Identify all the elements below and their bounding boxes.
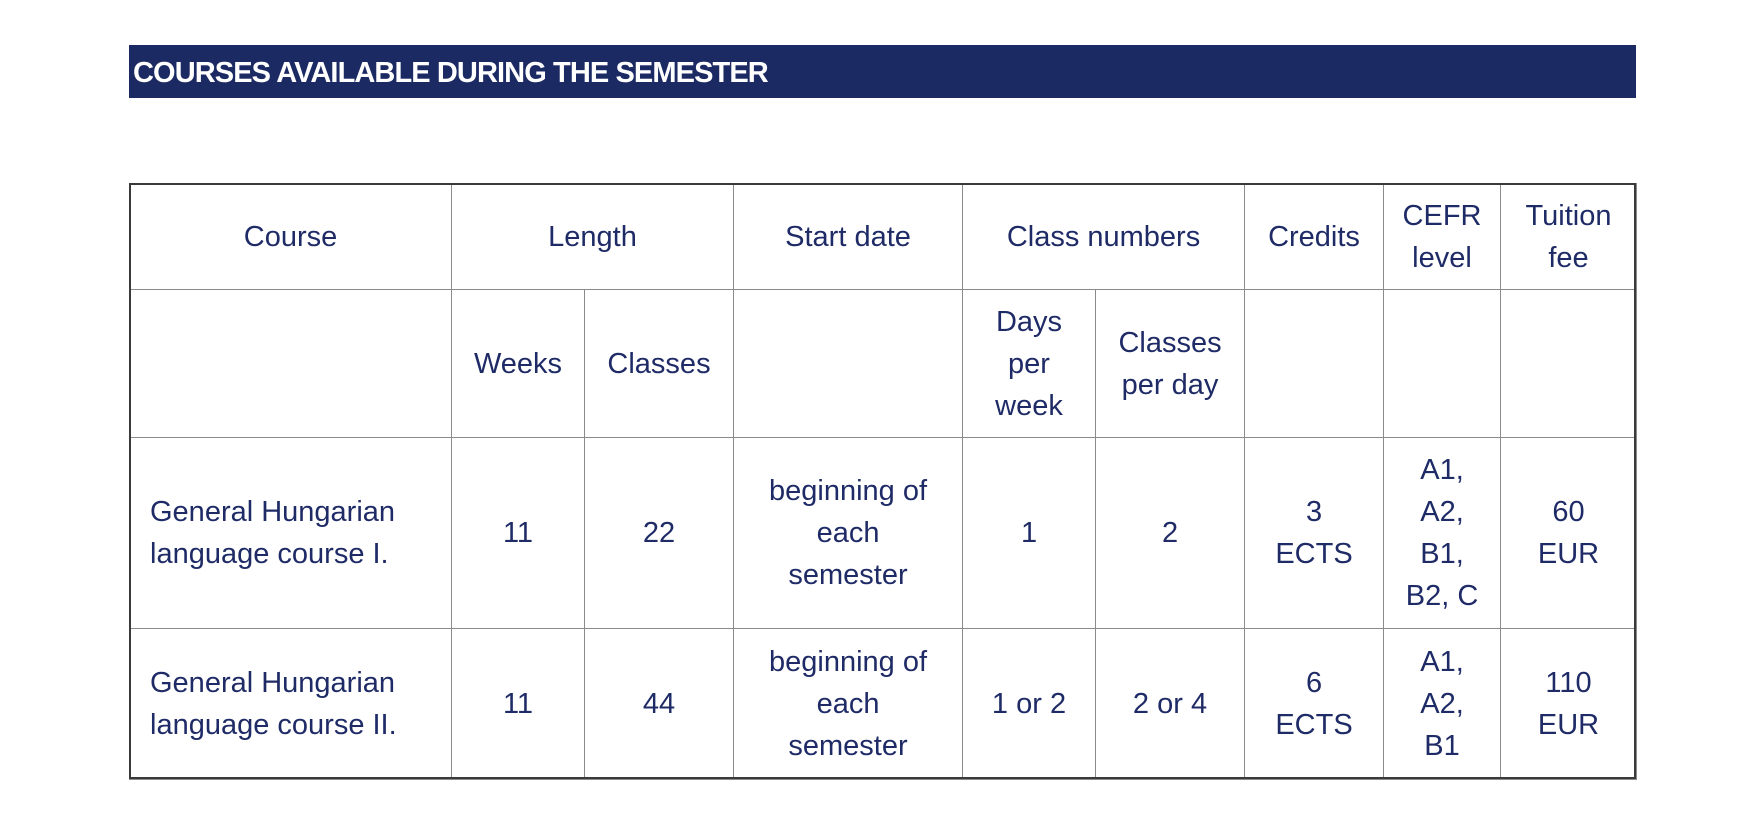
- header-sub-empty-credits: [1245, 290, 1384, 438]
- courses-table: [129, 183, 1637, 780]
- credits-cell: 6 ECTS: [1245, 629, 1384, 780]
- table-row: [130, 629, 1637, 780]
- header-row-top: [130, 184, 1637, 290]
- header-sub-empty-course: [130, 290, 452, 438]
- header-cefr-level: CEFR level: [1384, 184, 1501, 290]
- section-banner: [129, 45, 1636, 98]
- cefr-level-cell: A1, A2, B1: [1384, 629, 1501, 780]
- header-classes-per-day: Classes per day: [1096, 290, 1245, 438]
- credits-cell: 3 ECTS: [1245, 438, 1384, 629]
- days-per-week-cell: 1 or 2: [963, 629, 1096, 780]
- weeks-cell: 11: [452, 629, 585, 780]
- weeks-cell: 11: [452, 438, 585, 629]
- header-row-sub: [130, 290, 1637, 438]
- header-classes: Classes: [585, 290, 734, 438]
- classes-per-day-cell: 2: [1096, 438, 1245, 629]
- classes-cell: 44: [585, 629, 734, 780]
- header-class-numbers: Class numbers: [963, 184, 1245, 290]
- header-weeks: Weeks: [452, 290, 585, 438]
- header-credits: Credits: [1245, 184, 1384, 290]
- course-name-cell: General Hungarian language course II.: [130, 629, 452, 780]
- header-sub-empty-start: [734, 290, 963, 438]
- days-per-week-cell: 1: [963, 438, 1096, 629]
- header-sub-empty-fee: [1501, 290, 1637, 438]
- course-name-cell: General Hungarian language course I.: [130, 438, 452, 629]
- header-days-per-week: Days per week: [963, 290, 1096, 438]
- header-length: Length: [452, 184, 734, 290]
- tuition-fee-cell: 60 EUR: [1501, 438, 1637, 629]
- header-tuition-fee: Tuition fee: [1501, 184, 1637, 290]
- classes-per-day-cell: 2 or 4: [1096, 629, 1245, 780]
- table-row: [130, 438, 1637, 629]
- header-sub-empty-cefr: [1384, 290, 1501, 438]
- start-date-cell: beginning of each semester: [734, 629, 963, 780]
- classes-cell: 22: [585, 438, 734, 629]
- section-title: COURSES AVAILABLE DURING THE SEMESTER: [133, 57, 768, 89]
- start-date-cell: beginning of each semester: [734, 438, 963, 629]
- header-start-date: Start date: [734, 184, 963, 290]
- cefr-level-cell: A1, A2, B1, B2, C: [1384, 438, 1501, 629]
- header-course: Course: [130, 184, 452, 290]
- tuition-fee-cell: 110 EUR: [1501, 629, 1637, 780]
